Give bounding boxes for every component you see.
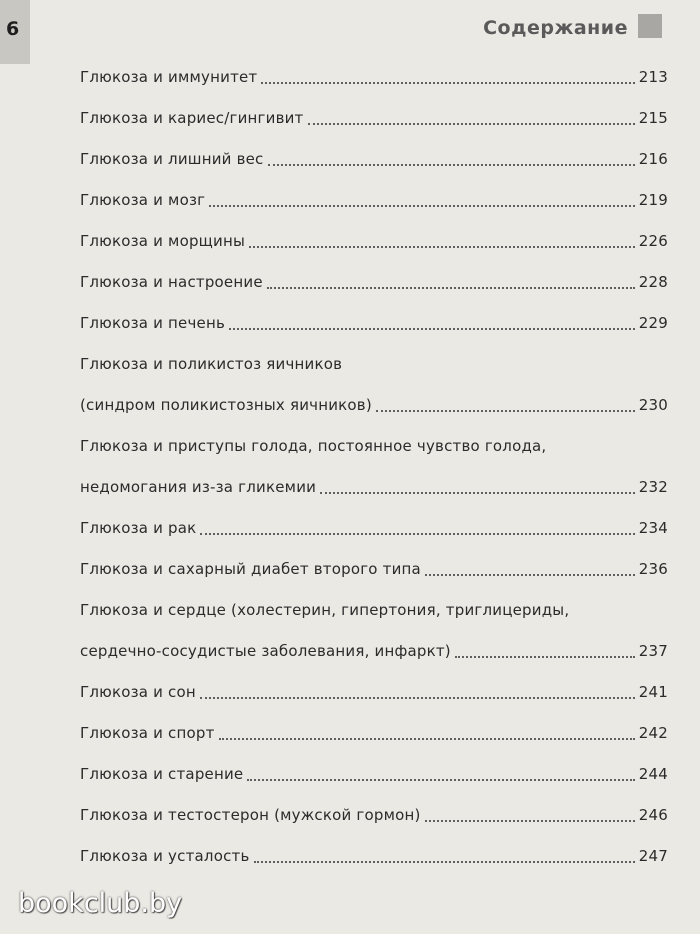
toc-entry[interactable]	[80, 220, 668, 261]
toc-entry[interactable]	[80, 138, 668, 179]
toc-entry-title: Глюкоза и настроение	[80, 272, 263, 291]
toc-entry-title: Глюкоза и поликистоз яичников	[80, 354, 343, 373]
toc-entry[interactable]	[80, 507, 668, 548]
toc-entry-title: Глюкоза и спорт	[80, 723, 215, 742]
toc-page-number: 247	[638, 846, 668, 865]
toc-entry-title: Глюкоза и сердце (холестерин, гипертония, триглицериды,	[80, 600, 570, 619]
toc-entry-title: Глюкоза и приступы голода, постоянное чувство голода,	[80, 436, 547, 455]
page-number: 6	[6, 18, 20, 40]
toc-entry[interactable]	[80, 384, 668, 425]
dot-leader	[249, 230, 635, 248]
toc-entry-title: Глюкоза и мозг	[80, 190, 206, 209]
toc-entry[interactable]	[80, 548, 668, 589]
table-of-contents	[80, 56, 668, 876]
dot-leader	[320, 476, 635, 494]
section-title: Содержание	[483, 17, 628, 39]
toc-entry[interactable]	[80, 835, 668, 876]
toc-page-number: 246	[638, 805, 668, 824]
toc-entry-title: Глюкоза и лишний вес	[80, 149, 264, 168]
toc-entry[interactable]	[80, 712, 668, 753]
toc-entry-title: Глюкоза и старение	[80, 764, 244, 783]
dot-leader	[455, 640, 635, 658]
dot-leader	[219, 722, 635, 740]
toc-page-number: 216	[638, 149, 668, 168]
toc-entry[interactable]	[80, 753, 668, 794]
dot-leader	[268, 148, 635, 166]
toc-page-number: 237	[638, 641, 668, 660]
toc-page-number: 215	[638, 108, 668, 127]
toc-page-number: 219	[638, 190, 668, 209]
toc-entry[interactable]	[80, 179, 668, 220]
toc-entry[interactable]	[80, 261, 668, 302]
toc-page-number: 244	[638, 764, 668, 783]
dot-leader	[200, 517, 634, 535]
dot-leader	[261, 66, 634, 84]
toc-entry[interactable]	[80, 630, 668, 671]
toc-entry-title: Глюкоза и кариес/гингивит	[80, 108, 304, 127]
dot-leader	[209, 189, 635, 207]
dot-leader	[425, 804, 635, 822]
toc-entry-title: Глюкоза и иммунитет	[80, 67, 258, 86]
dot-leader	[376, 394, 635, 412]
toc-entry-title: Глюкоза и рак	[80, 518, 197, 537]
toc-entry[interactable]	[80, 794, 668, 835]
toc-entry-title: недомогания из-за гликемии	[80, 477, 317, 496]
dot-leader	[200, 681, 635, 699]
toc-entry-title: (синдром поликистозных яичников)	[80, 395, 372, 414]
toc-entry-title: Глюкоза и усталость	[80, 846, 250, 865]
section-marker	[638, 14, 662, 38]
toc-entry-title: Глюкоза и морщины	[80, 231, 245, 250]
toc-page-number: 228	[638, 272, 668, 291]
dot-leader	[254, 845, 635, 863]
toc-entry[interactable]	[80, 97, 668, 138]
toc-entry-title: Глюкоза и печень	[80, 313, 226, 332]
dot-leader	[267, 271, 635, 289]
toc-entry[interactable]	[80, 671, 668, 712]
dot-leader	[308, 107, 635, 125]
toc-entry-title: Глюкоза и тестостерон (мужской гормон)	[80, 805, 421, 824]
toc-page-number: 234	[638, 518, 668, 537]
toc-page-number: 229	[638, 313, 668, 332]
toc-page-number: 230	[638, 395, 668, 414]
toc-entry[interactable]	[80, 466, 668, 507]
toc-entry-first-line[interactable]	[80, 425, 668, 466]
toc-entry-title: Глюкоза и сон	[80, 682, 196, 701]
watermark: bookclub.by	[18, 888, 183, 919]
toc-page-number: 232	[638, 477, 668, 496]
toc-entry-first-line[interactable]	[80, 589, 668, 630]
toc-page-number: 213	[638, 67, 668, 86]
toc-page-number: 236	[638, 559, 668, 578]
toc-entry-first-line[interactable]	[80, 343, 668, 384]
toc-entry[interactable]	[80, 302, 668, 343]
dot-leader	[229, 312, 635, 330]
toc-page-number: 242	[638, 723, 668, 742]
toc-entry-title: Глюкоза и сахарный диабет второго типа	[80, 559, 421, 578]
toc-page-number: 241	[638, 682, 668, 701]
dot-leader	[425, 558, 635, 576]
toc-entry[interactable]	[80, 56, 668, 97]
toc-page-number: 226	[638, 231, 668, 250]
toc-entry-title: сердечно-сосудистые заболевания, инфаркт)	[80, 641, 451, 660]
dot-leader	[247, 763, 634, 781]
